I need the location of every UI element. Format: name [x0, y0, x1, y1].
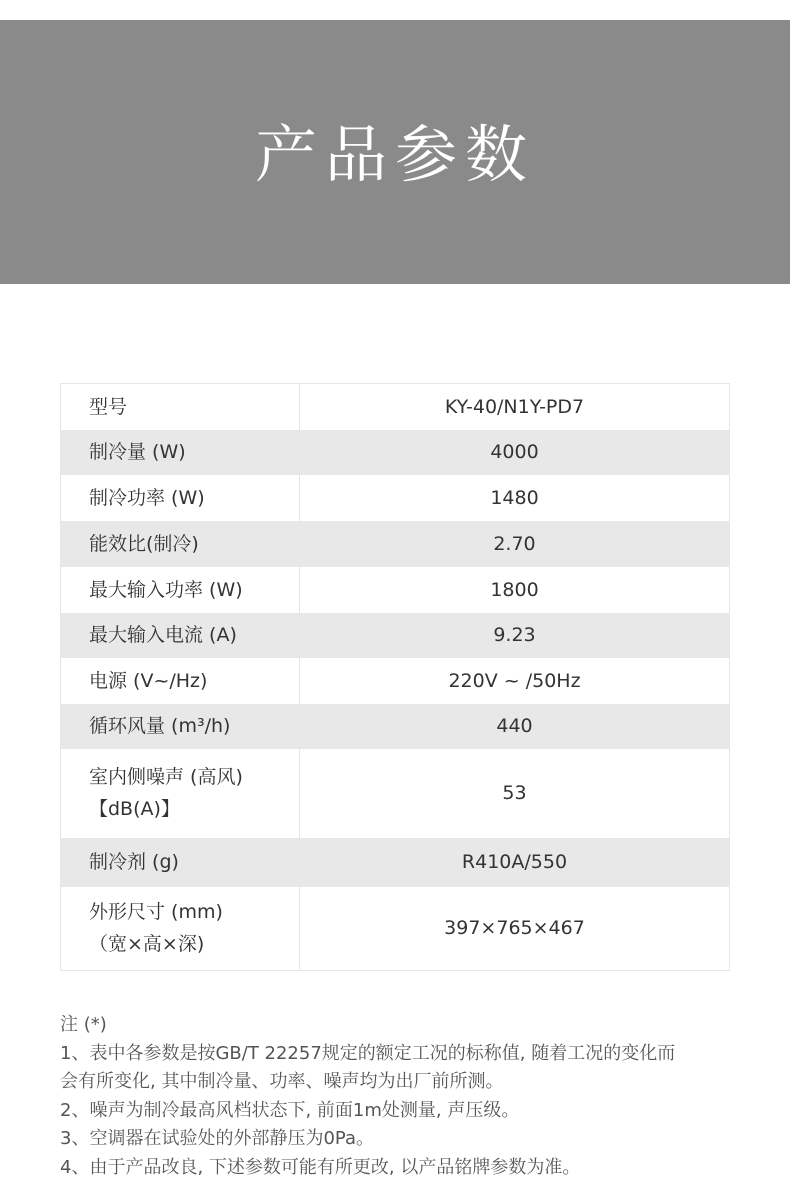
notes-heading: 注 (*)	[60, 1014, 107, 1035]
spec-value: R410A/550	[300, 838, 730, 887]
spec-row	[61, 887, 730, 971]
spec-label-cell	[61, 430, 300, 475]
spec-label: 循环风量 (m³/h)	[89, 715, 231, 737]
spec-label-sub: （宽×高×深)	[89, 933, 205, 956]
spec-label: 室内侧噪声 (高风)	[89, 766, 243, 788]
spec-value: 2.70	[300, 521, 730, 567]
spec-label-cell	[61, 475, 300, 521]
spec-label: 最大输入电流 (A)	[89, 624, 237, 646]
spec-row	[61, 838, 730, 887]
spec-row	[61, 613, 730, 658]
top-strip	[0, 0, 790, 20]
spec-value: 53	[502, 782, 527, 804]
spec-label: 制冷剂 (g)	[89, 851, 179, 873]
notes-section	[60, 1011, 750, 1182]
spec-label-cell	[61, 658, 300, 704]
page-title: 产品参数	[254, 117, 535, 191]
spec-table-body	[61, 384, 730, 971]
note-line: 3、空调器在试验处的外部静压为0Pa。	[60, 1128, 374, 1149]
spec-label-sub: 【dB(A)】	[89, 798, 180, 820]
spec-label-cell	[61, 567, 300, 613]
spec-row	[61, 475, 730, 521]
spec-table	[60, 383, 730, 971]
spec-label-cell	[61, 749, 300, 838]
note-line: 2、噪声为制冷最高风档状态下, 前面1m处测量, 声压级。	[60, 1099, 520, 1121]
spec-row	[61, 521, 730, 567]
spec-row	[61, 704, 730, 749]
spec-label: 制冷功率 (W)	[89, 486, 205, 509]
spec-label-cell	[61, 838, 300, 887]
spec-value: 4000	[300, 430, 730, 475]
spec-label-cell	[61, 521, 300, 567]
spec-label: 电源 (V~/Hz)	[89, 669, 208, 692]
spec-label-cell	[61, 613, 300, 658]
spec-value: 397×765×467	[444, 917, 585, 940]
spec-label: 最大输入功率 (W)	[89, 578, 243, 601]
note-line: 1、表中各参数是按GB/T 22257规定的额定工况的标称值, 随着工况的变化而	[60, 1042, 676, 1064]
spec-value: 440	[300, 704, 730, 749]
spec-label-cell	[61, 384, 300, 430]
spec-row	[61, 430, 730, 475]
spec-label: 能效比(制冷)	[89, 532, 199, 555]
note-line: 4、由于产品改良, 下述参数可能有所更改, 以产品铭牌参数为准。	[60, 1156, 581, 1178]
title-banner	[0, 20, 790, 284]
spec-label-cell	[61, 704, 300, 749]
spec-row	[61, 749, 730, 838]
spec-value: 220V ~ /50Hz	[448, 669, 581, 692]
spec-label: 外形尺寸 (mm)	[89, 901, 223, 924]
spec-value: 1800	[490, 578, 539, 601]
spec-row	[61, 567, 730, 613]
spec-label: 制冷量 (W)	[89, 441, 186, 463]
spec-label-cell	[61, 887, 300, 971]
spec-value: KY-40/N1Y-PD7	[444, 395, 585, 418]
spec-row	[61, 658, 730, 704]
spec-row	[61, 384, 730, 430]
note-line: 会有所变化, 其中制冷量、功率、噪声均为出厂前所测。	[60, 1071, 504, 1092]
spec-value: 9.23	[300, 613, 730, 658]
spec-value: 1480	[490, 486, 539, 509]
spec-label: 型号	[89, 395, 128, 418]
